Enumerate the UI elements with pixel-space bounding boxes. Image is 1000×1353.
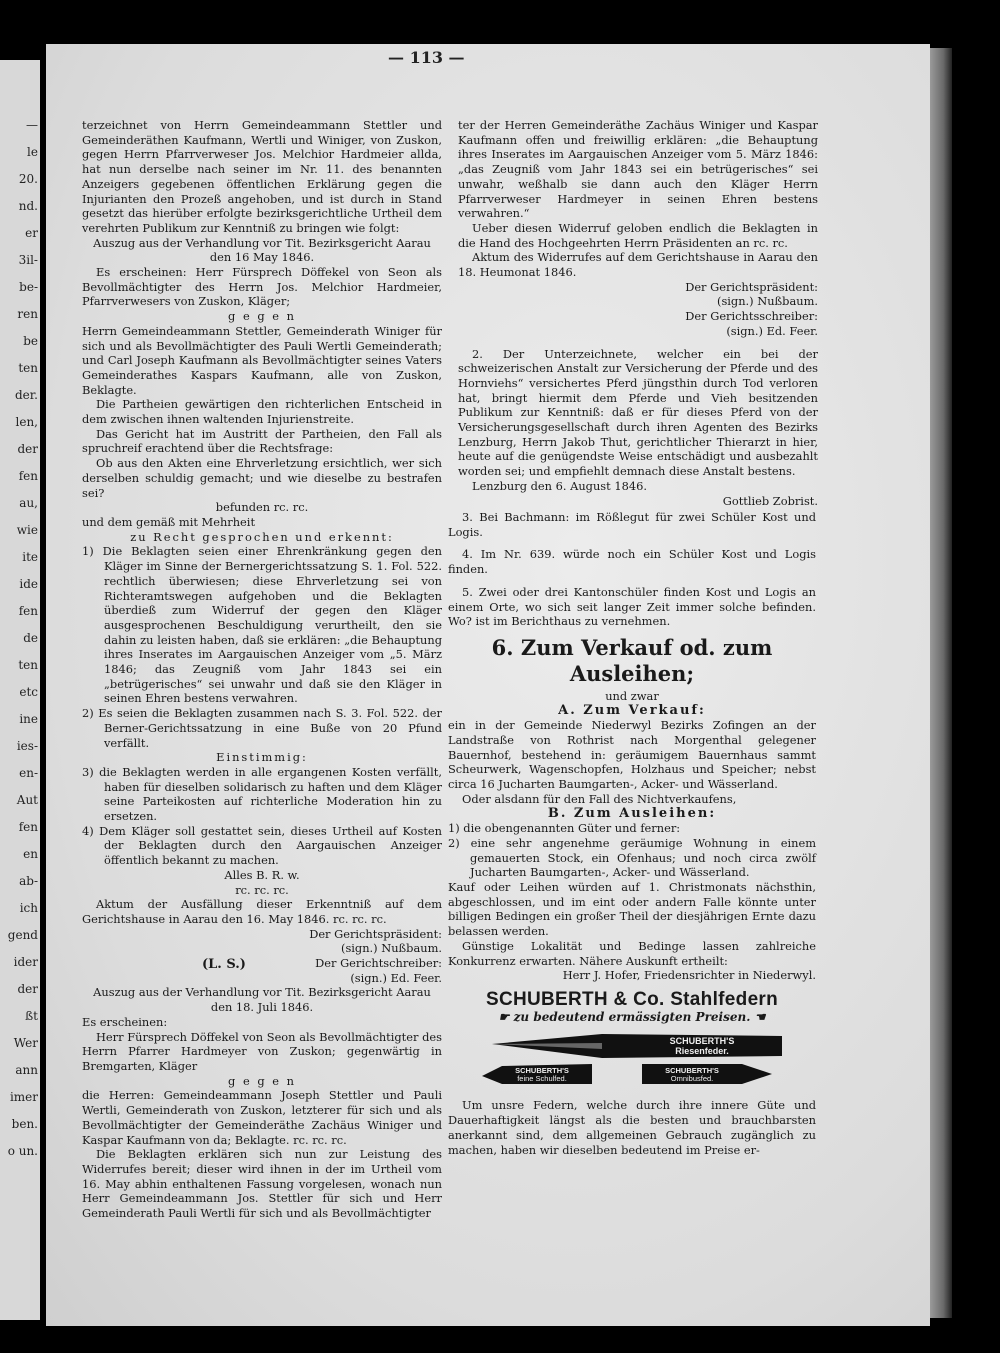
svg-text:SCHUBERTH'S: SCHUBERTH'S <box>669 1036 735 1047</box>
appearance-paragraph-2: Herr Fürsprech Döffekel von Seon als Bevollmächtigter des Herrn Pfarrer Hardmeyer von Zuskon; gegenwärtig in Bremgarten, Kläger <box>82 1029 442 1073</box>
previous-page-fragment: etc <box>19 685 38 699</box>
pen-schulfeder <box>482 1064 592 1084</box>
pointing-hand-icon: ☛ <box>498 1009 514 1024</box>
section-b-text2: Günstige Lokalität und Bedinge lassen zahlreiche Konkurrenz erwarten. Nähere Auskunft ertheilt: <box>448 938 816 968</box>
page-number: — 113 — <box>388 48 465 67</box>
previous-page-fragment: au, <box>19 496 38 510</box>
previous-page-fragment: ten <box>18 658 38 672</box>
unanimous-label: Einstimmig: <box>216 750 308 765</box>
parties-paragraph: Die Partheien gewärtigen den richterlichen Entscheid in dem zwischen ihnen waltenden Injurienstreite. <box>82 397 442 427</box>
president-sign-2: (sign.) Nußbaum. <box>717 294 818 309</box>
verdict-item-3: 3) die Beklagten werden in alle ergangenen Kosten verfällt, haben für dieselben solidarisch zu haften und dem Kläger seine Parteikosten auf richterliche Moderation hin zu ersetzen. <box>82 764 442 824</box>
section-b-text: Kauf oder Leihen würden auf 1. Christmonats nächsthin, abgeschlossen, und im eint oder andern Falle könnte unter billigen Bedingen ein großer Theil der diesjährigen Ernte dazu belassen werden. <box>448 880 816 939</box>
clerk-sign-2: (sign.) Ed. Feer. <box>726 323 818 338</box>
gegen-label: g e g e n <box>228 309 296 324</box>
pen-riesenfeder <box>492 1034 782 1058</box>
appearance-paragraph: Es erscheinen: Herr Fürsprech Döffekel von Seon als Bevollmächtigter des Herrn Jos. Melchior Hardmeier, Pfarrverwesers von Zuskon, Kläger; <box>82 265 442 309</box>
previous-page-fragment: ich <box>19 901 38 915</box>
previous-page-fragment: — <box>26 118 38 132</box>
previous-page-fragment: en <box>23 847 38 861</box>
previous-page-fragment: ine <box>19 712 38 726</box>
right-column-lower <box>448 510 816 1157</box>
etc-label: rc. rc. rc. <box>235 882 289 897</box>
aktum-paragraph: Aktum der Ausfällung dieser Erkenntniß auf dem Gerichtshause in Aarau den 16. May 1846. rc. rc. rc. <box>82 897 442 926</box>
alles-label: Alles B. R. w. <box>224 867 300 882</box>
previous-page-fragment: Aut <box>16 793 38 807</box>
previous-page-fragment: der. <box>14 388 38 402</box>
ad-text: Um unsre Federn, welche durch ihre innere Güte und Dauerhaftigkeit längst als die besten und brauchbarsten anerkannt sind, dem allgemeinen Gebrauch zugänglich zu machen, haben wir dieselben bedeutend im Preise er- <box>448 1098 816 1157</box>
page-edge-shadow <box>930 48 952 1318</box>
notice-2-paragraph: 2. Der Unterzeichnete, welcher ein bei der schweizerischen Anstalt zur Versicherung der Pferde und des Hornviehs“ versichertes Pferd jüngsthin durch Tod verloren hat, bringt hiermit dem Pferde und Vieh besitzenden Publikum zur Kenntniß: daß er für dieses Pferd von der Versicherungsgesellschaft durch ihren Agenten des Bezirks Lenzburg, Herrn Jakob Thut, gerichtlicher Thierarzt in hier, heute auf die genügendste Weise entschädigt und ausbezahlt worden sei; und empfiehlt demnach diese Anstalt bestens. <box>458 346 818 479</box>
notice-4: 4. Im Nr. 639. würde noch ein Schüler Kost und Logis finden. <box>448 547 816 577</box>
previous-page-fragment: der <box>17 982 38 996</box>
previous-page-fragment: de <box>23 631 38 645</box>
gegen-label-2: g e g e n <box>228 1073 296 1088</box>
found-label: befunden rc. rc. <box>215 500 309 515</box>
seal-label: (L. S.) <box>202 957 246 973</box>
previous-page-fragment: ten <box>18 361 38 375</box>
svg-text:Omnibusfed.: Omnibusfed. <box>670 1074 714 1084</box>
previous-page-fragment: fen <box>18 820 38 834</box>
section-b-item-2: 2) eine sehr angenehme geräumige Wohnung in einem gemauerten Stock, ein Ofenhaus; und noch circa zwölf Jucharten Baumgarten-, Acker- und Wässerland. <box>448 835 816 880</box>
revocation-aktum: Aktum des Widerrufes auf dem Gerichtshause in Aarau den 18. Heumonat 1846. <box>458 250 818 280</box>
previous-page-fragment: ies- <box>16 739 38 753</box>
previous-page-fragment: le <box>27 145 38 159</box>
section-a-text2: Oder alsdann für den Fall des Nichtverkaufens, <box>462 791 737 806</box>
pointing-hand-icon: ☚ <box>750 1009 766 1024</box>
previous-page-fragment: fen <box>18 469 38 483</box>
section-a-text: ein in der Gemeinde Niederwyl Bezirks Zofingen an der Landstraße von Rothrist nach Morgenthal gelegener Bauernhof, bestehend in: geräumigem Bauernhaus sammt Scheurwerk, Wagenschopfen, Holzhaus und Speicher; nebst circa 16 Jucharten Baumgarten-, Acker- und Wässerland. <box>448 718 816 792</box>
previous-page-fragment: fen <box>18 604 38 618</box>
defendants-paragraph: Herrn Gemeindeammann Stettler, Gemeinderath Winiger für sich und als Bevollmächtigter des Pauli Wertli Gemeinderath; und Carl Joseph Kaufmann als Bevollmächtigter seines Vaters Gemeinderathes Kaspars Kaufmann, alle von Zuskon, Beklagte. <box>82 323 442 397</box>
clerk-label: Der Gerichtschreiber: <box>315 956 442 971</box>
section-b-signature: Herr J. Hofer, Friedensrichter in Niederwyl. <box>562 968 816 983</box>
president-label: Der Gerichtspräsident: <box>309 926 442 941</box>
continuation-paragraph: ter der Herren Gemeinderäthe Zachäus Winiger und Kaspar Kaufmann offen und freiwillig erklären: „die Behauptung ihres Inserates im Aargauischen Anzeiger vom 5. März 1846: „das Zeugniß vom Jahr 1843 sei ein betrügerisches“ sei unwahr, weßhalb sie dann auch den Kläger Herrn Pfarrverweser Hardmeyer in seinen Ehren bestens verwahren.“ <box>458 118 818 221</box>
previous-page-fragment: 20. <box>18 172 38 186</box>
section-a-title: A. Zum Verkauf: <box>558 702 706 718</box>
previous-page-fragment: ann <box>15 1063 38 1077</box>
previous-page-fragment: ider <box>13 955 38 969</box>
pen-illustration <box>482 1030 782 1088</box>
president-label-2: Der Gerichtspräsident: <box>685 279 818 294</box>
verdict-heading: zu Recht gesprochen und erkennt: <box>130 529 394 544</box>
president-sign: (sign.) Nußbaum. <box>341 941 442 956</box>
verdict-item-1: 1) Die Beklagten seien einer Ehrenkränkung gegen den Kläger im Sinne der Bernergerichtssatzung S. 1. Fol. 522. rechtlich überwiesen; diese Ehrverletzung sei von Richteramtswegen aufgehoben und die Beklagten überdieß zum Widerruf der gegen den Kläger ausgesprochenen Beschuldigung verurtheilt, den sie dahin zu leisten haben, daß sie erklären: „die Behauptung ihres Inserates im Aargauischen Anzeiger vom „5. März 1846; das Zeugniß vom Jahr 1843 sei ein „betrügerisches“ sei unwahr und daß sie den Kläger in seinen Ehren bestens verwahren. <box>82 544 442 706</box>
previous-page-fragment: gend <box>7 928 38 942</box>
svg-text:SCHUBERTH'S: SCHUBERTH'S <box>515 1066 569 1076</box>
notice-2-date: Lenzburg den 6. August 1846. <box>472 478 647 493</box>
previous-page-fragment: be <box>23 334 38 348</box>
court-paragraph: Das Gericht hat im Austritt der Partheien, den Fall als spruchreif erachtend über die Rechtsfrage: <box>82 426 442 456</box>
majority-label: und dem gemäß mit Mehrheit <box>82 514 256 529</box>
notice-2-signature: Gottlieb Zobrist. <box>722 493 818 508</box>
previous-page-fragment: ßt <box>25 1009 38 1023</box>
left-column <box>82 118 442 1221</box>
declaration-paragraph: Die Beklagten erklären sich nun zur Leistung des Widerrufes bereit; dieser wird ihnen in der im Urtheil vom 16. May abhin enthaltenen Fassung vorgelesen, wonach nun Herr Gemeindeammann Jos. Stettler für sich und Herr Gemeinderath Pauli Wertli für sich und als Bevollmächtigter <box>82 1147 442 1221</box>
clerk-label-2: Der Gerichtsschreiber: <box>685 309 818 324</box>
defendants-paragraph-2: die Herren: Gemeindeammann Joseph Stettler und Pauli Wertli, Gemeinderath von Zuskon, letzterer für sich und als Bevollmächtigter der Gemeinderäthe Zachäus Winiger und Kaspar Kaufmann von da; Beklagte. rc. rc. rc. <box>82 1088 442 1147</box>
previous-page-fragment: nd. <box>18 199 38 213</box>
previous-page-sliver <box>0 60 40 1320</box>
svg-text:SCHUBERTH'S: SCHUBERTH'S <box>665 1066 719 1076</box>
previous-page-fragment: o un. <box>7 1144 38 1158</box>
previous-page-fragment: er <box>25 226 38 240</box>
extract-heading: Auszug aus der Verhandlung vor Tit. Bezirksgericht Aarau den 16 May 1846. <box>93 235 431 265</box>
notice-3: 3. Bei Bachmann: im Rößlegut für zwei Schüler Kost und Logis. <box>448 510 816 539</box>
previous-page-fragment: en- <box>19 766 38 780</box>
ad-subtitle: ☛ zu bedeutend ermässigten Preisen. ☚ <box>498 1009 766 1024</box>
pledge-paragraph: Ueber diesen Widerruf geloben endlich die Beklagten in die Hand des Hochgeehrten Herrn Präsidenten an rc. rc. <box>458 220 818 250</box>
question-paragraph: Ob aus den Akten eine Ehrverletzung ersichtlich, wer sich derselben schuldig gemacht; und wie dieselbe zu bestrafen sei? <box>82 456 442 500</box>
previous-page-fragment: imer <box>9 1090 38 1104</box>
svg-text:Riesenfeder.: Riesenfeder. <box>675 1046 729 1057</box>
und-zwar-label: und zwar <box>605 688 659 703</box>
previous-page-fragment: Wer <box>13 1036 38 1050</box>
previous-page-fragment: wie <box>16 523 38 537</box>
previous-page-fragment: be- <box>19 280 38 294</box>
previous-page-fragment: len, <box>15 415 38 429</box>
appearance-label-2: Es erscheinen: <box>82 1014 168 1029</box>
section-6-heading: 6. Zum Verkauf od. zum Ausleihen; <box>491 634 773 686</box>
ad-title: SCHUBERTH & Co. Stahlfedern <box>485 988 779 1010</box>
pens-svg <box>482 1030 782 1088</box>
svg-text:feine Schulfed.: feine Schulfed. <box>517 1074 567 1084</box>
previous-page-fragment: der <box>17 442 38 456</box>
right-column-upper <box>458 118 818 508</box>
previous-page-fragment: ab- <box>19 874 38 888</box>
section-b-item-1: 1) die obengenannten Güter und ferner: <box>448 821 681 836</box>
section-b-title: B. Zum Ausleihen: <box>547 805 717 821</box>
intro-paragraph: terzeichnet von Herrn Gemeindeammann Stettler und Gemeinderäthen Kaufmann, Wertli und Winiger, von Zuskon, gegen Herrn Pfarrverweser Jos. Melchior Hardmeier allda, hat nun derselbe nach seiner im Nr. 11. des benannten Anzeigers gegebenen öffentlichen Erklärung gegen die Injurianten den Prozeß angehoben, und ist durch in Stand gesetzt das hierüber erfolgte bezirksgerichtliche Urtheil dem verehrten Publikum zur Kenntniß zu bringen wie folgt: <box>82 118 442 235</box>
previous-page-fragment: ren <box>17 307 38 321</box>
extract-heading-2: Auszug aus der Verhandlung vor Tit. Bezirksgericht Aarau den 18. Juli 1846. <box>93 985 431 1015</box>
clerk-sign: (sign.) Ed. Feer. <box>350 970 442 985</box>
previous-page-fragment: ite <box>22 550 38 564</box>
previous-page-fragment: 3il- <box>18 253 38 267</box>
notice-5: 5. Zwei oder drei Kantonschüler finden Kost und Logis an einem Orte, wo sich seit langer Zeit immer solche befinden. Wo? ist im Berichthaus zu vernehmen. <box>448 584 816 629</box>
verdict-item-4: 4) Dem Kläger soll gestattet sein, dieses Urtheil auf Kosten der Beklagten durch den Aargauischen Anzeiger öffentlich bekannt zu machen. <box>82 823 442 868</box>
previous-page-fragment: ide <box>19 577 38 591</box>
verdict-item-2: 2) Es seien die Beklagten zusammen nach S. 3. Fol. 522. der Berner-Gerichtssatzung in eine Buße von 20 Pfund verfällt. <box>82 706 442 750</box>
pen-omnibusfeder <box>642 1064 772 1084</box>
previous-page-fragment: ben. <box>11 1117 38 1131</box>
